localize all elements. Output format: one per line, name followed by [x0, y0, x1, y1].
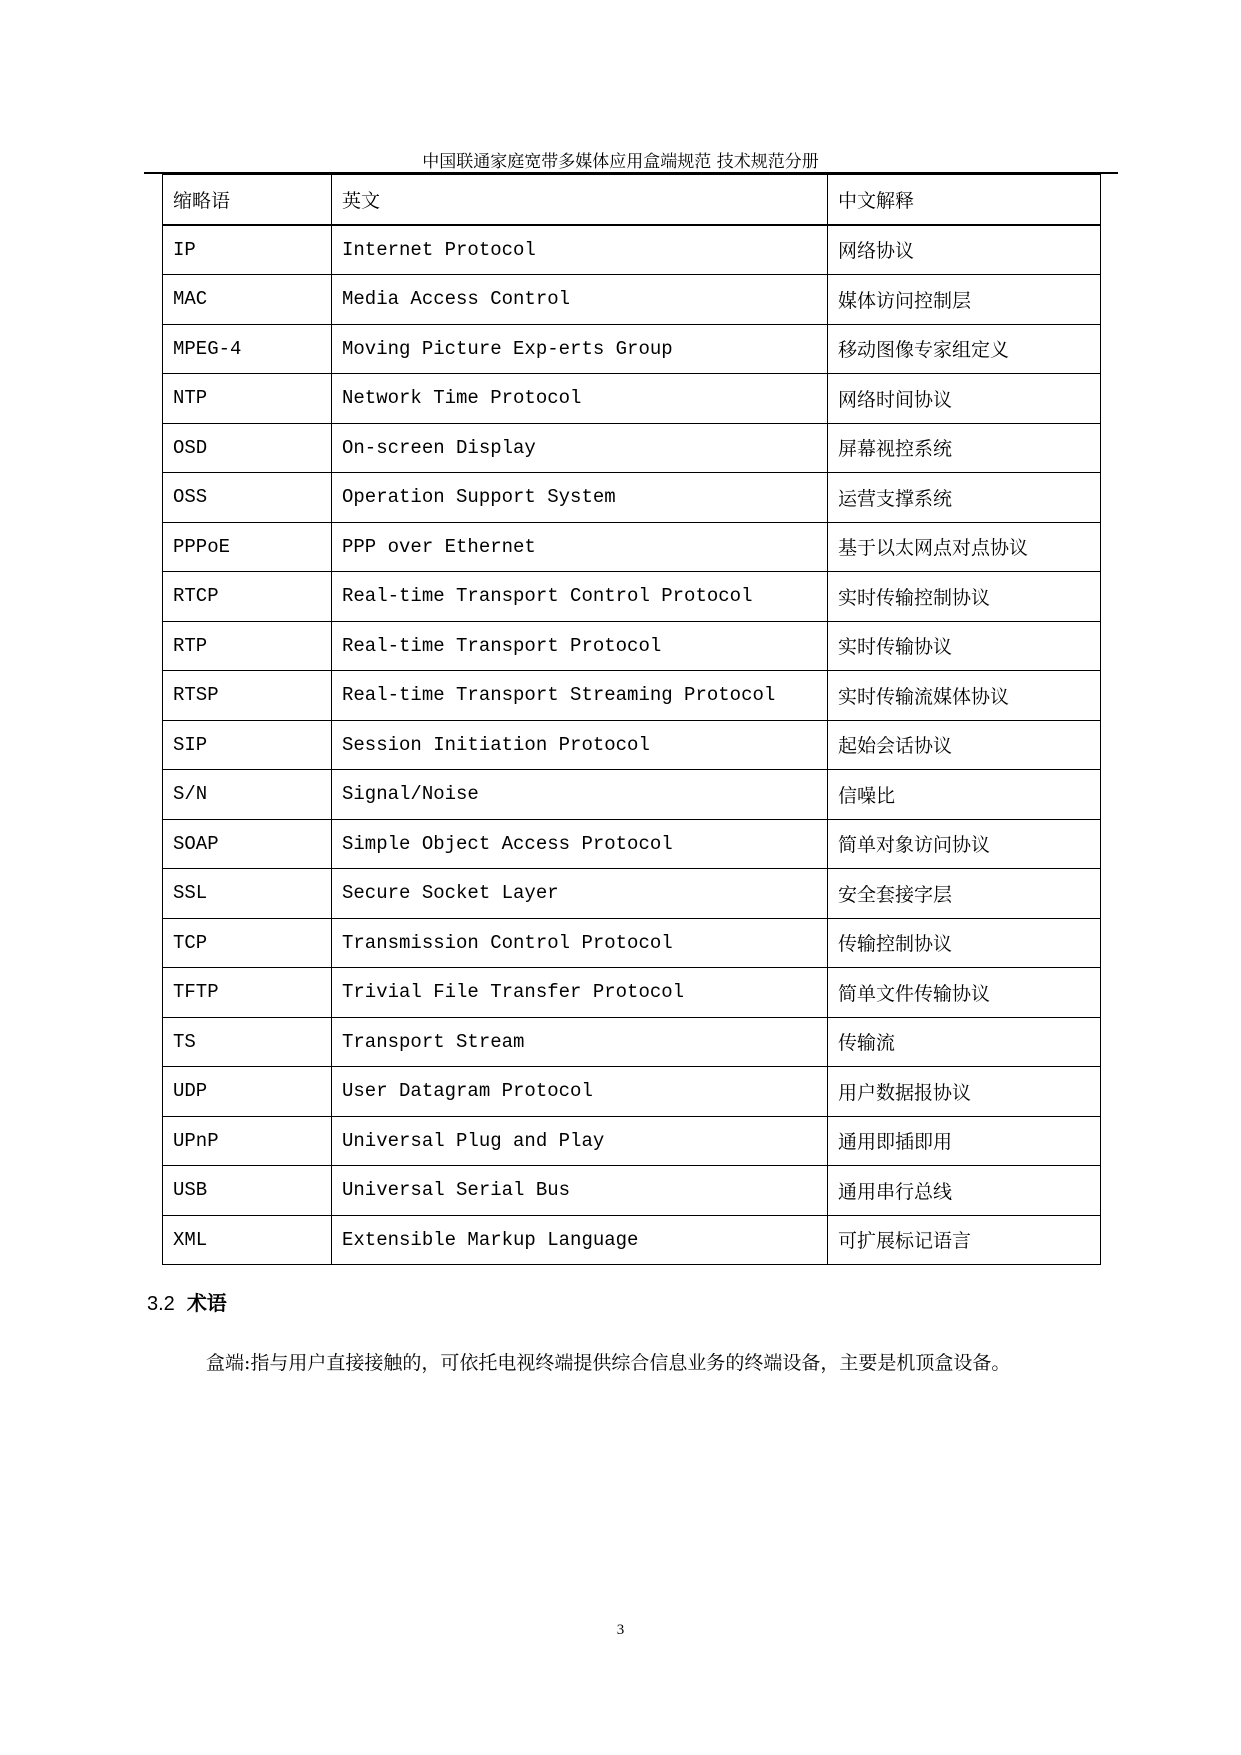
cell-chinese: 通用即插即用 — [828, 1116, 1101, 1166]
column-header-chinese: 中文解释 — [828, 175, 1101, 225]
cell-english: Session Initiation Protocol — [332, 720, 828, 770]
cell-chinese: 可扩展标记语言 — [828, 1215, 1101, 1265]
table-row — [163, 621, 1101, 671]
cell-english: PPP over Ethernet — [332, 522, 828, 572]
table-row — [163, 522, 1101, 572]
cell-chinese: 运营支撑系统 — [828, 473, 1101, 523]
table-row — [163, 1116, 1101, 1166]
cell-english: Simple Object Access Protocol — [332, 819, 828, 869]
cell-abbreviation: NTP — [163, 374, 332, 424]
cell-english: Real-time Transport Control Protocol — [332, 572, 828, 622]
cell-chinese: 简单对象访问协议 — [828, 819, 1101, 869]
definition-paragraph: 盒端:指与用户直接接触的，可依托电视终端提供综合信息业务的终端设备，主要是机顶盒设备。 — [206, 1352, 1011, 1374]
cell-abbreviation: MAC — [163, 275, 332, 325]
cell-chinese: 实时传输流媒体协议 — [828, 671, 1101, 721]
cell-chinese: 基于以太网点对点协议 — [828, 522, 1101, 572]
cell-abbreviation: SOAP — [163, 819, 332, 869]
cell-abbreviation: PPPoE — [163, 522, 332, 572]
cell-chinese: 实时传输控制协议 — [828, 572, 1101, 622]
cell-abbreviation: UPnP — [163, 1116, 332, 1166]
cell-english: Extensible Markup Language — [332, 1215, 828, 1265]
running-header: 中国联通家庭宽带多媒体应用盒端规范 技术规范分册 — [422, 152, 819, 172]
cell-chinese: 传输控制协议 — [828, 918, 1101, 968]
cell-chinese: 媒体访问控制层 — [828, 275, 1101, 325]
table-row — [163, 324, 1101, 374]
table-row — [163, 671, 1101, 721]
table-row — [163, 1215, 1101, 1265]
table-row — [163, 918, 1101, 968]
cell-english: Media Access Control — [332, 275, 828, 325]
cell-abbreviation: TS — [163, 1017, 332, 1067]
cell-abbreviation: OSD — [163, 423, 332, 473]
table-row — [163, 770, 1101, 820]
table-row — [163, 473, 1101, 523]
page-number: 3 — [616, 1622, 625, 1638]
table-row — [163, 423, 1101, 473]
table-header-row — [163, 175, 1101, 225]
cell-abbreviation: RTCP — [163, 572, 332, 622]
cell-chinese: 移动图像专家组定义 — [828, 324, 1101, 374]
cell-english: On-screen Display — [332, 423, 828, 473]
column-header-abbreviation: 缩略语 — [163, 175, 332, 225]
table-row — [163, 225, 1101, 275]
cell-abbreviation: SSL — [163, 869, 332, 919]
cell-abbreviation: S/N — [163, 770, 332, 820]
table-row — [163, 1166, 1101, 1216]
table-body — [163, 225, 1101, 1265]
cell-abbreviation: TFTP — [163, 968, 332, 1018]
table-row — [163, 1017, 1101, 1067]
cell-chinese: 通用串行总线 — [828, 1166, 1101, 1216]
cell-english: Universal Plug and Play — [332, 1116, 828, 1166]
table-row — [163, 968, 1101, 1018]
cell-english: Network Time Protocol — [332, 374, 828, 424]
table-row — [163, 374, 1101, 424]
cell-english: Real-time Transport Protocol — [332, 621, 828, 671]
cell-english: Trivial File Transfer Protocol — [332, 968, 828, 1018]
cell-english: Internet Protocol — [332, 225, 828, 275]
table-row — [163, 819, 1101, 869]
table-row — [163, 869, 1101, 919]
abbreviation-table — [162, 174, 1101, 1265]
section-heading — [147, 1287, 227, 1316]
cell-english: Signal/Noise — [332, 770, 828, 820]
cell-abbreviation: IP — [163, 225, 332, 275]
cell-english: Moving Picture Exp-erts Group — [332, 324, 828, 374]
cell-chinese: 网络协议 — [828, 225, 1101, 275]
cell-chinese: 用户数据报协议 — [828, 1067, 1101, 1117]
cell-abbreviation: USB — [163, 1166, 332, 1216]
column-header-english: 英文 — [332, 175, 828, 225]
cell-chinese: 安全套接字层 — [828, 869, 1101, 919]
cell-abbreviation: TCP — [163, 918, 332, 968]
cell-chinese: 实时传输协议 — [828, 621, 1101, 671]
cell-abbreviation: MPEG-4 — [163, 324, 332, 374]
table-row — [163, 1067, 1101, 1117]
table-row — [163, 572, 1101, 622]
section-number: 3.2 — [147, 1293, 175, 1315]
cell-english: Secure Socket Layer — [332, 869, 828, 919]
cell-english: Universal Serial Bus — [332, 1166, 828, 1216]
cell-chinese: 屏幕视控系统 — [828, 423, 1101, 473]
table-row — [163, 275, 1101, 325]
cell-abbreviation: UDP — [163, 1067, 332, 1117]
cell-abbreviation: RTSP — [163, 671, 332, 721]
cell-chinese: 信噪比 — [828, 770, 1101, 820]
table-row — [163, 720, 1101, 770]
cell-abbreviation: OSS — [163, 473, 332, 523]
cell-abbreviation: SIP — [163, 720, 332, 770]
cell-english: Operation Support System — [332, 473, 828, 523]
cell-chinese: 网络时间协议 — [828, 374, 1101, 424]
section-title: 术语 — [186, 1293, 227, 1315]
cell-abbreviation: RTP — [163, 621, 332, 671]
cell-english: Transmission Control Protocol — [332, 918, 828, 968]
cell-english: Real-time Transport Streaming Protocol — [332, 671, 828, 721]
cell-chinese: 传输流 — [828, 1017, 1101, 1067]
cell-chinese: 起始会话协议 — [828, 720, 1101, 770]
cell-chinese: 简单文件传输协议 — [828, 968, 1101, 1018]
cell-english: User Datagram Protocol — [332, 1067, 828, 1117]
cell-abbreviation: XML — [163, 1215, 332, 1265]
cell-english: Transport Stream — [332, 1017, 828, 1067]
